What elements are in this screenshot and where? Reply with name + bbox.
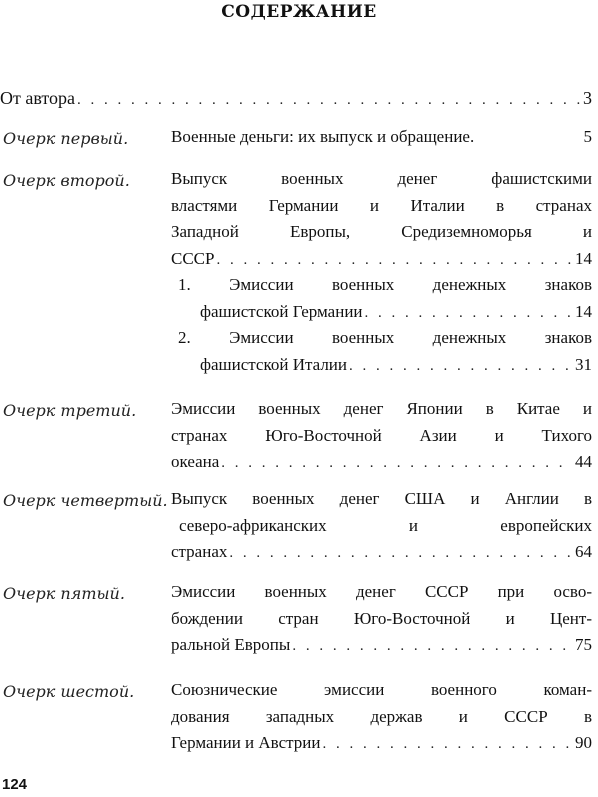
dot-leader (77, 92, 581, 109)
dot-leader (349, 353, 573, 380)
essay-label-4: Очерк четвертый. (3, 491, 168, 510)
toc-entry-title: Военные деньги: их выпуск и обращение. (171, 127, 475, 146)
toc-page-number: 31 (575, 354, 592, 374)
toc-entry-line: дования западных держав и СССР в (171, 706, 592, 726)
toc-entry-essay-3[interactable] (171, 396, 592, 476)
toc-entry-line: странах (171, 542, 228, 561)
toc-subentry-1[interactable] (171, 272, 592, 325)
toc-subentry-2[interactable] (171, 325, 592, 378)
toc-entry-author[interactable] (0, 88, 592, 114)
dot-leader (229, 540, 573, 567)
toc-entry-essay-2[interactable] (171, 166, 592, 378)
toc-entry-essay-5[interactable] (171, 579, 592, 659)
toc-entry-line: Союзнические эмиссии военного коман- (171, 680, 592, 699)
toc-entry-line: ральной Европы (171, 635, 291, 654)
toc-page-number: 5 (583, 127, 592, 146)
essay-label-3: Очерк третий. (3, 401, 137, 420)
toc-page-number: 3 (583, 88, 592, 108)
toc-entry-title: От автора (0, 88, 76, 108)
essay-label-2: Очерк второй. (3, 171, 130, 190)
toc-page-number: 64 (575, 542, 592, 561)
toc-entry-essay-4[interactable] (171, 486, 592, 566)
toc-entry-line: властями Германии и Италии в странах (171, 195, 592, 215)
dot-leader (322, 731, 573, 758)
dot-leader (365, 300, 573, 327)
toc-entry-line: Эмиссии военных денег СССР при осво- (171, 582, 592, 601)
toc-entry-line: 2. Эмиссии военных денежных знаков (178, 328, 592, 347)
toc-entry-line: фашистской Италии (200, 354, 348, 374)
toc-page-number: 75 (575, 635, 592, 654)
toc-page-number: 14 (575, 301, 592, 321)
toc-entry-line: СССР (171, 248, 215, 268)
toc-page-number: 90 (575, 733, 592, 752)
toc-page-number: 44 (575, 452, 592, 471)
toc-entry-line: бождении стран Юго-Восточной и Цент- (171, 608, 592, 628)
page-title: СОДЕРЖАНИЕ (221, 2, 377, 22)
toc-entry-essay-6[interactable] (171, 677, 592, 757)
essay-label-5: Очерк пятый. (3, 584, 125, 603)
page-number: 124 (2, 776, 28, 793)
toc-entry-line: океана (171, 452, 220, 471)
dot-leader (216, 247, 573, 274)
toc-entry-line: Выпуск военных денег фашистскими (171, 169, 592, 188)
essay-label-6: Очерк шестой. (3, 682, 135, 701)
toc-entry-line: 1. Эмиссии военных денежных знаков (178, 275, 592, 294)
toc-entry-line: странах Юго-Восточной Азии и Тихого (171, 425, 592, 445)
toc-entry-line: Выпуск военных денег США и Англии в (171, 489, 592, 508)
toc-entry-line: Эмиссии военных денег Японии в Китае и (171, 399, 592, 418)
toc-entry-line: Германии и Австрии (171, 733, 321, 752)
dot-leader (221, 450, 573, 477)
dot-leader (292, 633, 573, 660)
toc-entry-line: северо-африканских и европейских (179, 515, 592, 535)
toc-page-number: 14 (575, 248, 592, 268)
essay-label-1: Очерк первый. (3, 129, 129, 148)
toc-entry-essay-1[interactable] (171, 124, 592, 151)
toc-entry-line: фашистской Германии (200, 301, 363, 321)
toc-entry-line: Западной Европы, Средиземноморья и (171, 222, 592, 241)
